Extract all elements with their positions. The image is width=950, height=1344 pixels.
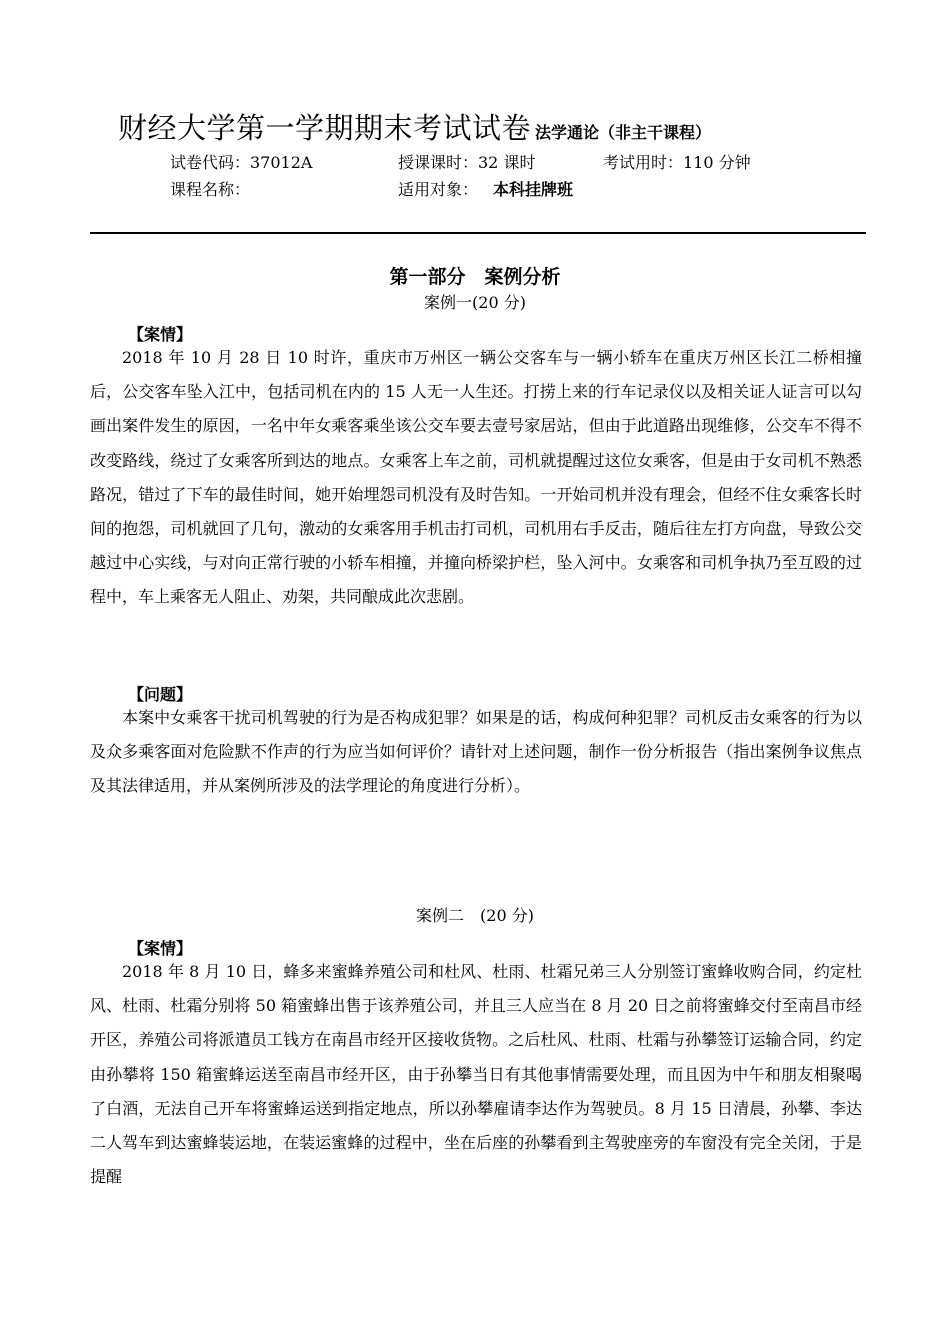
- case2-title: 案例二 (20 分): [416, 906, 534, 925]
- exam-meta-row-2: [0, 177, 950, 199]
- case1-question-text: 本案中女乘客干扰司机驾驶的行为是否构成犯罪？如果是的话，构成何种犯罪？司机反击女乘客的行为以及众多乘客面对危险默不作声的行为应当如何评价？请针对上述问题，制作一份分析报告（指出案例争议焦点及其法律适用，并从案例所涉及的法学理论的角度进行分析）。: [90, 708, 862, 796]
- case1-facts-label: 【案情】: [128, 325, 193, 344]
- exam-title: 财经大学第一学期期末考试试卷: [118, 111, 532, 145]
- case2-facts-text: 2018 年 8 月 10 日，蜂多来蜜蜂养殖公司和杜风、杜雨、杜霜兄弟三人分别签订蜜蜂收购合同，约定杜风、杜雨、杜霜分别将 50 箱蜜蜂出售于该养殖公司，并且三人应当在 8 月 20 日之前将蜜蜂交付至南昌市经开区，养殖公司将派遣员工钱方在南昌市经开区接收货物。之后杜风、杜雨、杜霜与孙攀签订运输合同，约定由孙攀将 150 箱蜜蜂运送至南昌市经开区，由于孙攀当日有其他事情需要处理，而且因为中午和朋友相聚喝了白酒，无法自己开车将蜜蜂运送到指定地点，所以孙攀雇请李达作为驾驶员。8 月 15 日清晨，孙攀、李达二人驾车到达蜜蜂装运地，在装运蜜蜂的过程中，坐在后座的孙攀看到主驾驶座旁的车窗没有完全关闭，于是提醒: [90, 962, 862, 1187]
- case1-facts-text: 2018 年 10 月 28 日 10 时许，重庆市万州区一辆公交客车与一辆小轿车在重庆万州区长江二桥相撞后，公交客车坠入江中，包括司机在内的 15 人无一人生还。打捞上来的行车记录仪以及相关证人证言可以勾画出案件发生的原因，一名中年女乘客乘坐该公交车要去壹号家居站，但由于此道路出现维修，公交车不得不改变路线，绕过了女乘客所到达的地点。女乘客上车之前，司机就提醒过这位女乘客，但是由于女司机不熟悉路况，错过了下车的最佳时间，她开始埋怨司机没有及时告知。一开始司机并没有理会，但经不住女乘客长时间的抱怨，司机就回了几句，激动的女乘客用手机击打司机，司机用右手反击，随后往左打方向盘，导致公交越过中心实线，与对向正常行驶的小轿车相撞，并撞向桥梁护栏，坠入河中。女乘客和司机争执乃至互殴的过程中，车上乘客无人阻止、劝架，共同酿成此次悲剧。: [90, 348, 862, 607]
- case2-facts-label: 【案情】: [128, 939, 193, 958]
- course-subtitle: 法学通论（非主干课程）: [535, 123, 712, 142]
- part-title: 第一部分 案例分析: [389, 266, 561, 288]
- exam-code: 试卷代码：37012A: [170, 153, 313, 172]
- course-name-label: 课程名称：: [170, 180, 251, 199]
- header-divider: [90, 232, 866, 234]
- case1-question-label: 【问题】: [128, 685, 193, 704]
- exam-header: [118, 106, 711, 147]
- audience-value: 本科挂牌班: [493, 180, 574, 199]
- exam-meta-row-1: [0, 150, 950, 172]
- exam-duration: 考试用时：110 分钟: [603, 153, 751, 172]
- course-hours: 授课课时：32 课时: [398, 153, 536, 172]
- audience-label: 适用对象：: [398, 180, 479, 199]
- case1-title: 案例一(20 分): [424, 293, 526, 312]
